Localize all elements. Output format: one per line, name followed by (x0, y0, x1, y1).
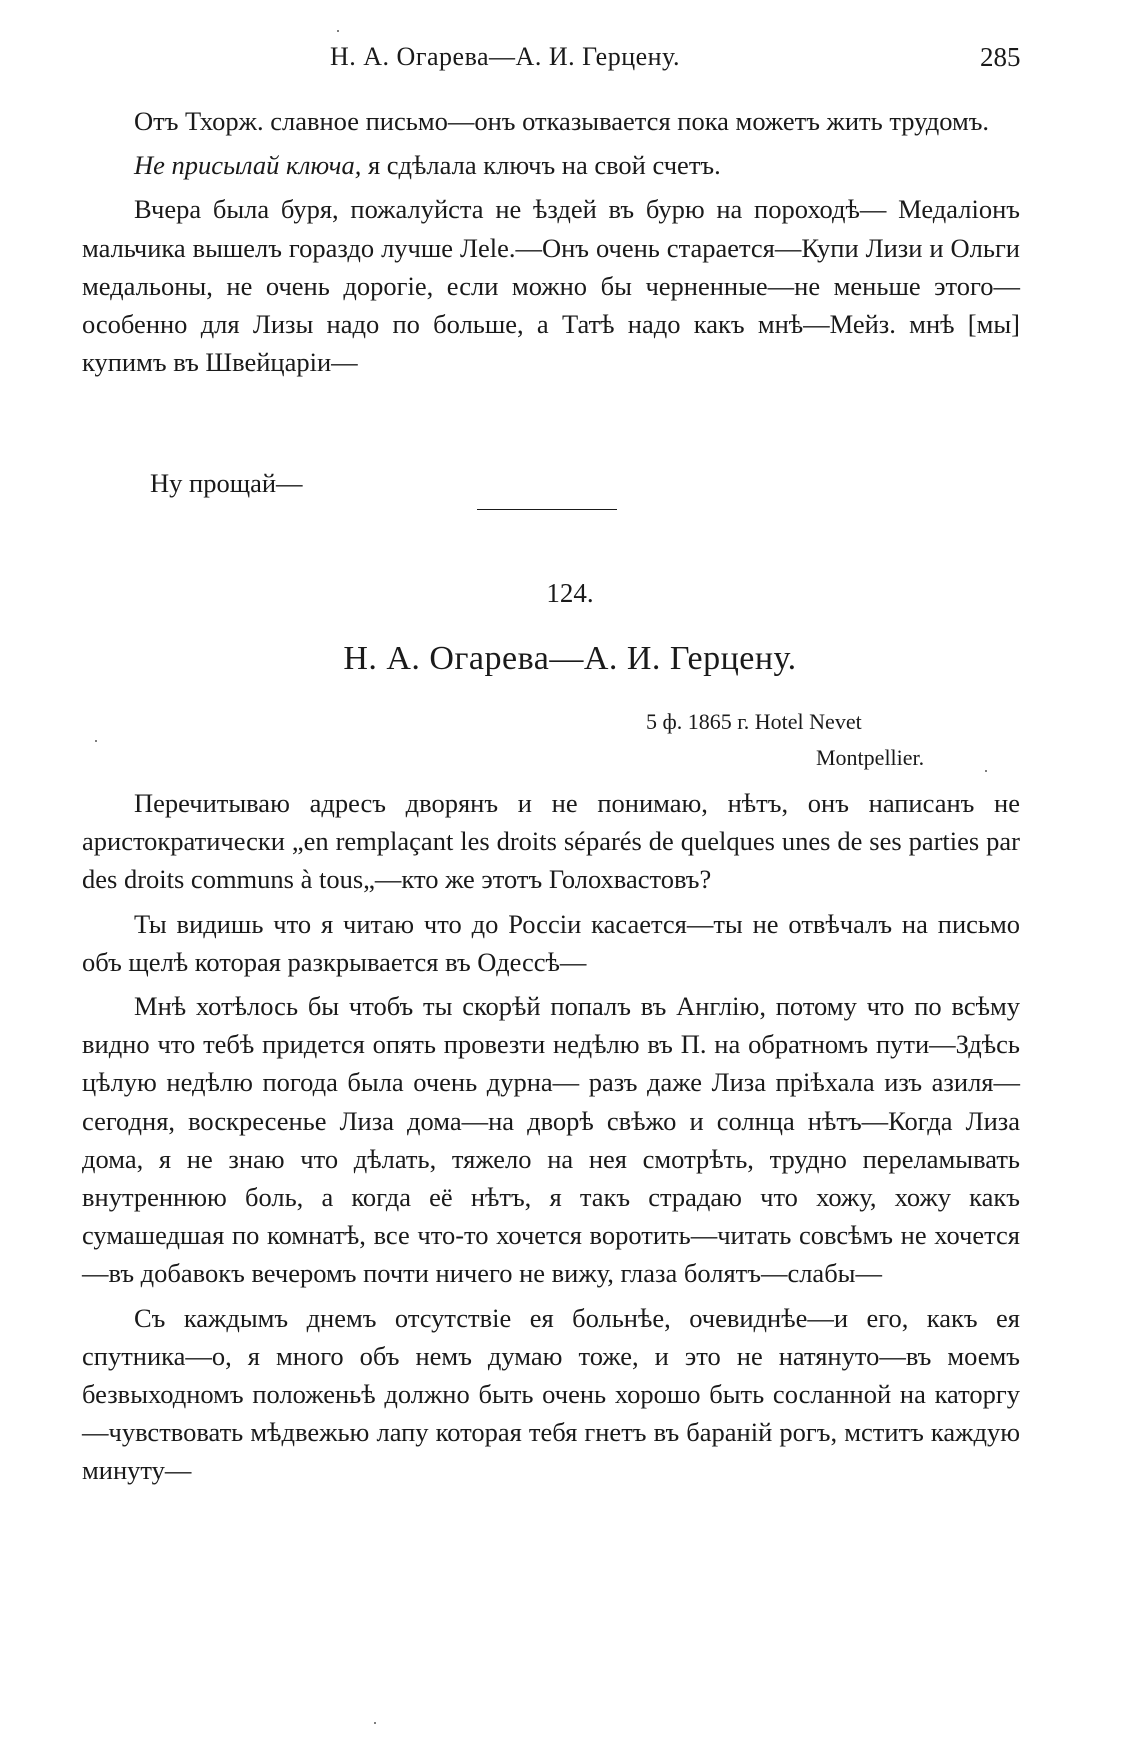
print-speck (985, 770, 987, 772)
paragraph (82, 146, 1020, 184)
paragraph: Ты видишь что я читаю что до Россіи касается—ты не отвѣчалъ на письмо объ щелѣ которая разкрывается въ Одессѣ— (82, 908, 1020, 977)
date-line: 5 ф. 1865 г. Hotel Nevet (646, 709, 862, 734)
farewell-line: Ну прощай— (150, 468, 303, 498)
print-speck (95, 740, 97, 742)
continued-letter-text (82, 102, 1020, 381)
print-speck (337, 30, 339, 32)
place-line: Montpellier. (816, 745, 925, 770)
running-title: Н. А. Огарева—А. И. Герцену. (330, 42, 680, 71)
paragraph: Перечитываю адресъ дворянъ и не понимаю, нѣтъ, онъ написанъ не аристократически „en remplaçant les droits séparés de quelques unes de ses parties par des droits communs à tous„—кто же этотъ Голохвастовъ? (82, 788, 1020, 895)
paragraph: Отъ Тхорж. славное письмо—онъ отказывается пока можетъ жить трудомъ. (134, 106, 990, 136)
running-head (0, 40, 1140, 80)
paragraph: Мнѣ хотѣлось бы чтобъ ты скорѣй попалъ въ Англію, потому что по всѣму видно что тебѣ придется опять провезти недѣлю въ П. на обратномъ пути—Здѣсь цѣлую недѣлю погода была очень дурна— разъ даже Лиза пріѣхала изъ азиля—сегодня, воскресенье Лиза дома—на дворѣ свѣжо и солнца нѣтъ—Когда Лиза дома, я не знаю что дѣлать, тяжело на нея смотрѣть, трудно переламывать внутреннюю боль, а когда её нѣтъ, я такъ страдаю что хожу, хожу какъ сумашедшая по комнатѣ, все что-то хочется воротить—читать совсѣмъ не хочется—въ добавокъ вечеромъ почти ничего не вижу, глаза болятъ—слабы— (82, 991, 1020, 1289)
print-speck (374, 1722, 376, 1724)
paragraph: Вчера была буря, пожалуйста не ѣздей въ бурю на пороходѣ— Медаліонъ мальчика вышелъ гораздо лучше Лele.—Онъ очень старается—Купи Лизи и Ольги медальоны, не очень дорогіе, если можно бы черненные—не меньше этого—особенно для Лизы надо по больше, а Татѣ надо какъ мнѣ—Мейз. мнѣ [мы] купимъ въ Швейцаріи— (82, 194, 1020, 378)
letter-body (82, 784, 1020, 1490)
page-number: 285 (980, 42, 1021, 72)
dateline (646, 704, 946, 776)
paragraph: Съ каждымъ днемъ отсутствіе ея больнѣе, очевиднѣе—и его, какъ ея спутника—о, я много объ немъ думаю тоже, и это не натянуто—въ моемъ безвыходномъ положеньѣ должно быть очень хорошо быть сосланной на каторгу—чувствовать мѣдвежью лапу которая тебя гнетъ въ бараній рогъ, мститъ каждую минуту— (82, 1302, 1020, 1486)
section-divider (477, 509, 617, 510)
italic-phrase: Не присылай ключа, (134, 150, 362, 181)
letter-number: 124. (546, 578, 594, 608)
letter-heading: Н. А. Огарева—А. И. Герцену. (343, 640, 797, 677)
paragraph-continuation: я сдѣлала ключъ на свой счетъ. (361, 150, 721, 181)
